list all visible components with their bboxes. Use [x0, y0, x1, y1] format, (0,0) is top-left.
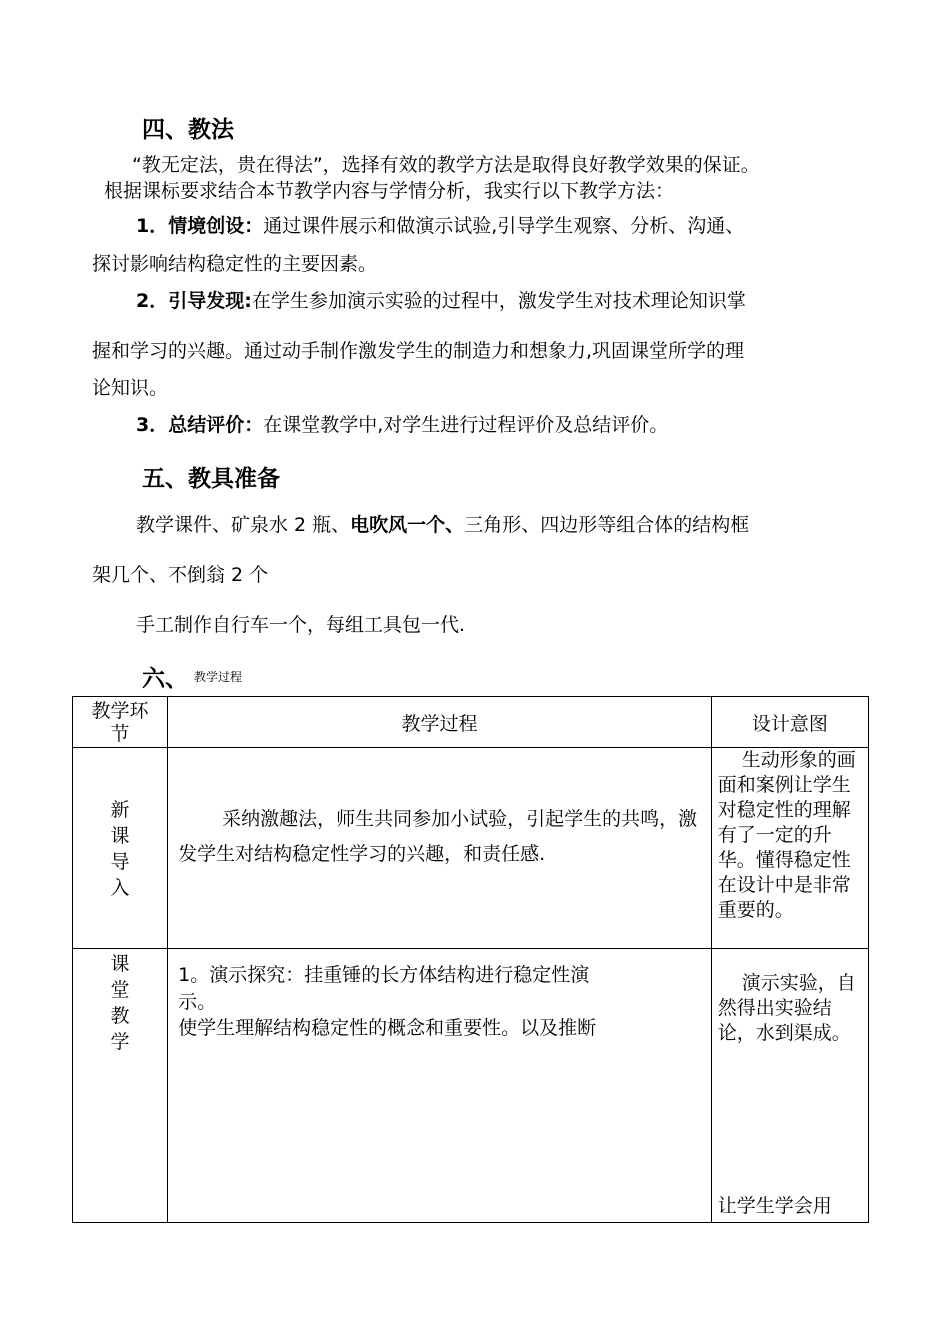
row2-intent-top: 演示实验，自然得出实验结论，水到渠成。	[717, 972, 856, 1044]
method-1-text: 通过课件展示和做演示试验,引导学生观察、分析、沟通、	[263, 215, 745, 237]
row1-process	[168, 748, 712, 949]
method-2-line2: 握和学习的兴趣。通过动手制作激发学生的制造力和想象力,巩固课堂所学的理	[92, 340, 745, 362]
method-2-label: 2．引导发现:	[136, 290, 252, 312]
row2-stage-char: 教	[110, 1005, 130, 1027]
row2-intent-bottom: 让学生学会用	[717, 1195, 832, 1217]
method-1-line2: 探讨影响结构稳定性的主要因素。	[92, 253, 378, 275]
row1-stage-char: 课	[110, 825, 130, 847]
row1-intent	[711, 748, 868, 949]
section-4-intro-line1: “教无定法，贵在得法”，选择有效的教学方法是取得良好教学效果的保证。	[132, 154, 760, 176]
teaching-process-table	[72, 696, 869, 1223]
method-2-text: 在学生参加演示实验的过程中，激发学生对技术理论知识掌	[251, 290, 746, 312]
row1-process-text: 采纳激趣法，师生共同参加小试验，引起学生的共鸣，激发学生对结构稳定性学习的兴趣，和责任感.	[178, 808, 698, 865]
header-process	[168, 697, 712, 748]
header-stage-line2: 节	[110, 723, 130, 745]
method-3-label: 3．总结评价：	[136, 414, 264, 436]
row1-stage-char: 入	[110, 877, 130, 899]
header-intent-label: 设计意图	[751, 713, 828, 735]
method-1-label: 1．情境创设：	[136, 215, 264, 237]
row1-stage-char: 导	[110, 851, 130, 873]
method-2-line3: 论知识。	[92, 377, 169, 399]
header-stage	[73, 697, 168, 748]
row2-stage-char: 学	[110, 1031, 130, 1053]
row2-stage-char: 堂	[110, 979, 130, 1001]
row1-intent-text: 生动形象的画面和案例让学生对稳定性的理解有了一定的升华。懂得稳定性在设计中是非常重要的。	[717, 749, 856, 921]
section-5-heading: 五、教具准备	[142, 466, 280, 492]
method-2	[136, 286, 746, 313]
row1-stage	[73, 748, 168, 949]
section-6-subheading: 教学过程	[194, 670, 243, 684]
section-5-line3: 手工制作自行车一个，每组工具包一代.	[136, 614, 466, 636]
section-5-line1	[136, 510, 749, 537]
header-process-label: 教学过程	[401, 713, 478, 735]
method-3-text: 在课堂教学中,对学生进行过程评价及总结评价。	[263, 414, 669, 436]
section-5-line2: 架几个、不倒翁 2 个	[92, 564, 269, 586]
section-4-intro-line2: 根据课标要求结合本节教学内容与学情分析，我实行以下教学方法：	[104, 180, 675, 202]
row2-stage-char: 课	[110, 953, 130, 975]
row1-stage-char: 新	[110, 799, 130, 821]
method-3	[136, 410, 668, 437]
row2-process-line1: 1。演示探究：挂重锤的长方体结构进行稳定性演	[178, 964, 590, 986]
header-intent	[711, 697, 868, 748]
section-5-line1-bold: 电吹风一个、	[350, 514, 465, 536]
section-6-heading: 六、	[142, 666, 188, 692]
row2-intent	[711, 949, 868, 1223]
section-5-line1-c: 三角形、四边形等组合体的结构框	[464, 514, 750, 536]
table-row	[73, 949, 869, 1223]
table-row	[73, 748, 869, 949]
row2-stage	[73, 949, 168, 1223]
row2-process	[168, 949, 712, 1223]
table-header-row	[73, 697, 869, 748]
method-1	[136, 211, 744, 238]
section-5-line1-a: 教学课件、矿泉水 2 瓶、	[136, 514, 351, 536]
row2-process-line3: 使学生理解结构稳定性的概念和重要性。以及推断	[178, 1017, 597, 1039]
row2-process-line2: 示。	[178, 991, 217, 1013]
header-stage-line1: 教学环	[91, 700, 149, 722]
section-4-heading: 四、教法	[142, 117, 234, 143]
